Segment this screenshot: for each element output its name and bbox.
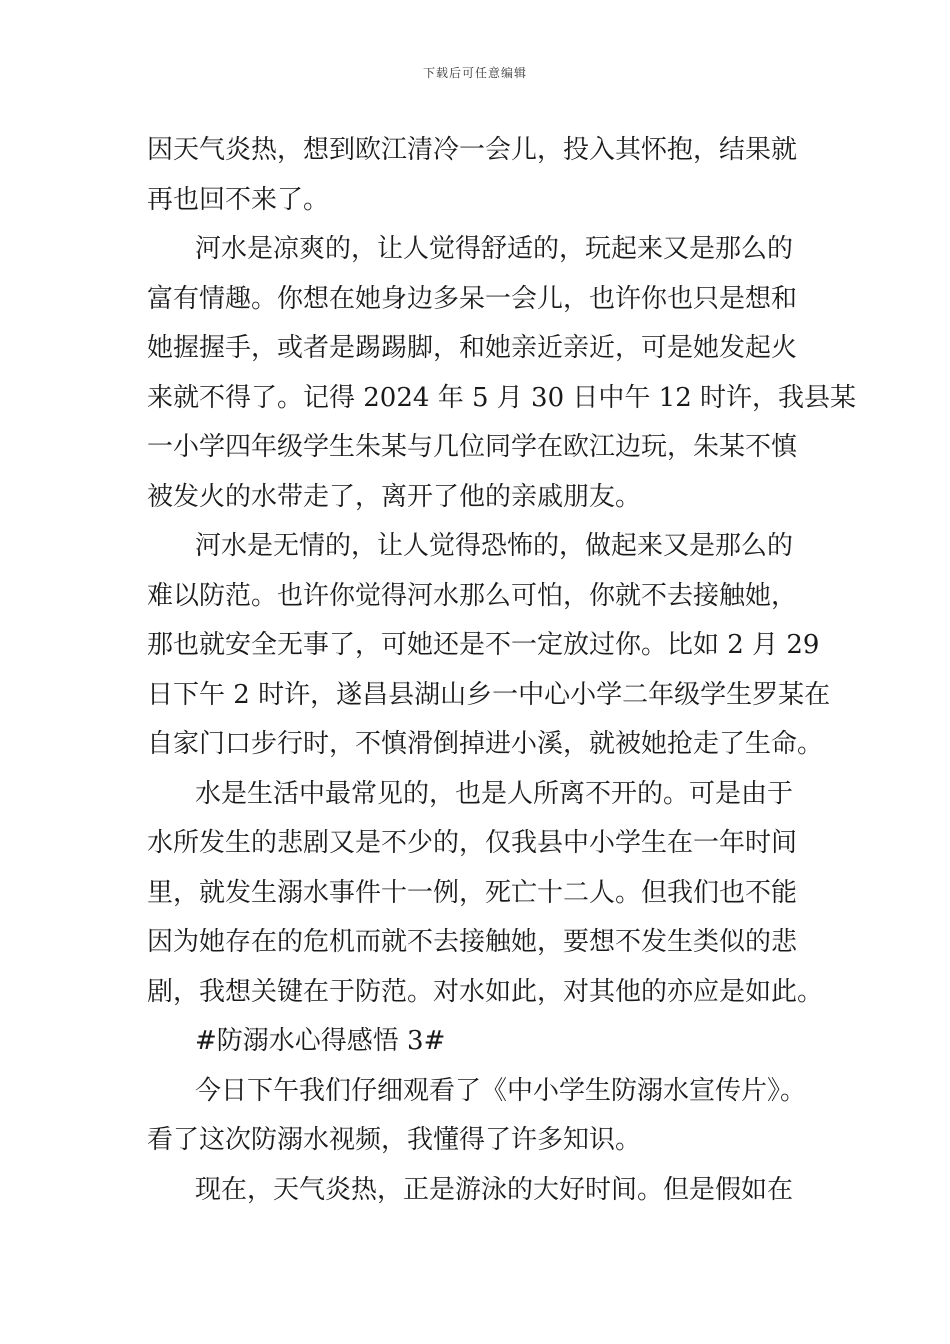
page-header: 下载后可任意编辑 <box>422 66 527 80</box>
text-line: 一小学四年级学生朱某与几位同学在欧江边玩，朱某不慎 <box>147 432 798 462</box>
text-line: 看了这次防溺水视频，我懂得了许多知识。 <box>147 1125 642 1155</box>
text-line: 被发火的水带走了，离开了他的亲戚朋友。 <box>147 481 642 512</box>
text-line: 因为她存在的危机而就不去接触她，要想不发生类似的悲 <box>147 927 798 957</box>
text-line: 她握握手，或者是踢踢脚，和她亲近亲近，可是她发起火 <box>147 333 798 363</box>
text-line: 因天气炎热，想到欧江清冷一会儿，投入其怀抱，结果就 <box>147 135 798 165</box>
text-line: 河水是无情的，让人觉得恐怖的，做起来又是那么的 <box>195 531 794 561</box>
text-line: 难以防范。也许你觉得河水那么可怕，你就不去接触她， <box>147 580 798 611</box>
text-line: 现在，天气炎热，正是游泳的大好时间。但是假如在 <box>195 1174 794 1205</box>
text-line: 剧，我想关键在于防范。对水如此，对其他的亦应是如此。 <box>147 976 824 1007</box>
text-line: #防溺水心得感悟 3# <box>195 1026 446 1056</box>
text-line: 那也就安全无事了，可她还是不一定放过你。比如 2 月 29 <box>147 630 820 660</box>
text-line: 里，就发生溺水事件十一例，死亡十二人。但我们也不能 <box>147 877 798 908</box>
text-line: 来就不得了。记得 2024 年 5 月 30 日中午 12 时许，我县某 <box>147 382 856 413</box>
text-line: 河水是凉爽的，让人觉得舒适的，玩起来又是那么的 <box>195 234 794 264</box>
text-line: 今日下午我们仔细观看了《中小学生防溺水宣传片》。 <box>195 1075 807 1106</box>
text-line: 日下午 2 时许，遂昌县湖山乡一中心小学二年级学生罗某在 <box>147 679 831 710</box>
text-line: 富有情趣。你想在她身边多呆一会儿，也许你也只是想和 <box>147 283 798 314</box>
text-line: 再也回不来了。 <box>147 184 330 215</box>
text-line: 水所发生的悲剧又是不少的，仅我县中小学生在一年时间 <box>147 828 798 858</box>
text-line: 水是生活中最常见的，也是人所离不开的。可是由于 <box>195 778 794 809</box>
document-body <box>147 126 856 1215</box>
text-line: 自家门口步行时，不慎滑倒掉进小溪，就被她抢走了生命。 <box>147 729 824 759</box>
